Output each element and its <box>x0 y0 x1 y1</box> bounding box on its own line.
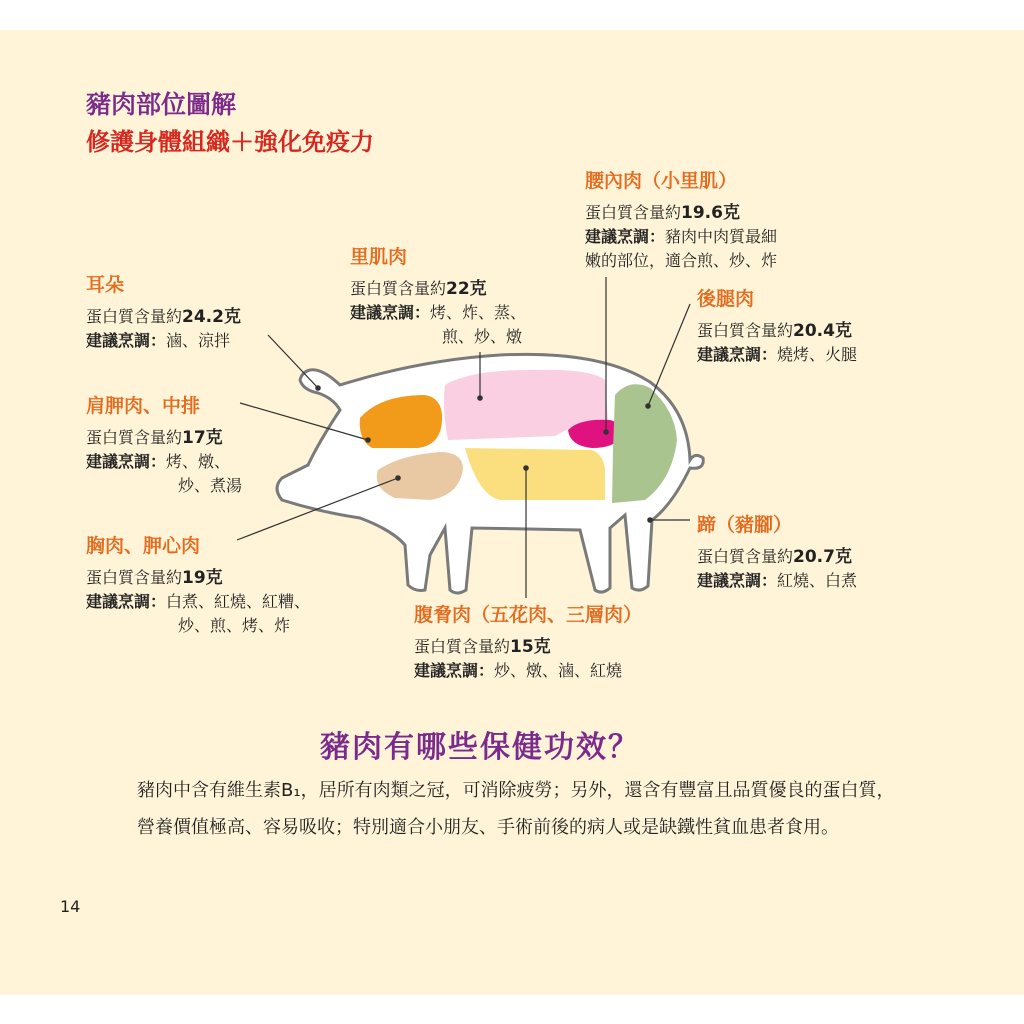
cook-methods: 燒烤、火腿 <box>777 345 858 364</box>
cook-methods: 炒、燉、滷、紅燒 <box>494 661 623 680</box>
protein-value: 24.2克 <box>182 307 241 327</box>
part-name: 腰內肉（小里肌） <box>585 170 738 192</box>
protein-value: 19.6克 <box>681 203 740 223</box>
protein-value: 20.7克 <box>793 547 852 567</box>
ear-leader <box>268 335 318 388</box>
cook-label: 建議烹調： <box>86 592 167 611</box>
part-trotter <box>697 510 857 593</box>
cook-label: 建議烹調： <box>697 571 778 590</box>
protein-label: 蛋白質含量約 <box>697 547 794 566</box>
protein-label: 蛋白質含量約 <box>585 203 682 222</box>
part-info <box>697 545 857 593</box>
part-info <box>697 319 857 367</box>
protein-label: 蛋白質含量約 <box>86 307 183 326</box>
cook-methods: 豬肉中肉質最細 <box>665 227 778 246</box>
page-subtitle: 修護身體組織＋強化免疫力 <box>86 128 374 156</box>
protein-value: 20.4克 <box>793 321 852 341</box>
cook-methods-cont: 嫩的部位，適合煎、炒、炸 <box>585 251 778 270</box>
cook-label: 建議烹調： <box>697 345 778 364</box>
part-name: 里肌肉 <box>350 246 408 268</box>
part-info <box>414 635 642 683</box>
protein-label: 蛋白質含量約 <box>414 637 511 656</box>
protein-label: 蛋白質含量約 <box>697 321 794 340</box>
part-name: 蹄（豬腳） <box>697 514 793 536</box>
part-belly <box>414 600 642 683</box>
cook-methods: 烤、炸、蒸、 <box>430 303 527 322</box>
body-paragraph: 豬肉中含有維生素B₁，居所有肉類之冠，可消除疲勞；另外，還含有豐富且品質優良的蛋白質，營養價值極高、容易吸收；特別適合小朋友、手術前後的病人或是缺鐵性貧血患者食用。 <box>137 780 895 838</box>
protein-value: 15克 <box>510 637 551 657</box>
protein-value: 19克 <box>182 568 223 588</box>
cook-label: 建議烹調： <box>350 303 431 322</box>
cook-methods-cont: 煎、炒、燉 <box>442 327 523 346</box>
part-fillet <box>585 166 777 273</box>
part-name: 肩胛肉、中排 <box>86 395 201 417</box>
part-info <box>86 426 242 498</box>
hindleg-leader <box>648 304 690 406</box>
part-tenderloin <box>350 242 526 349</box>
cook-methods-cont: 炒、煎、烤、炸 <box>178 616 291 635</box>
protein-label: 蛋白質含量約 <box>350 279 447 298</box>
part-info <box>585 201 777 273</box>
part-name: 後腿肉 <box>697 288 755 310</box>
part-info <box>350 277 526 349</box>
part-ear <box>86 270 241 353</box>
protein-value: 17克 <box>182 428 223 448</box>
part-name: 腹脅肉（五花肉、三層肉） <box>414 604 643 626</box>
cook-label: 建議烹調： <box>86 331 167 350</box>
protein-value: 22克 <box>446 279 487 299</box>
cook-label: 建議烹調： <box>414 661 495 680</box>
cook-methods: 白煮、紅燒、紅糟、 <box>166 592 311 611</box>
cook-methods-cont: 炒、煮湯 <box>178 476 243 495</box>
part-name: 耳朵 <box>86 274 125 296</box>
cook-methods: 紅燒、白煮 <box>777 571 858 590</box>
cook-label: 建議烹調： <box>585 227 666 246</box>
part-info <box>86 566 310 638</box>
section-heading: 豬肉有哪些保健功效？ <box>320 730 640 765</box>
cook-label: 建議烹調： <box>86 452 167 471</box>
page-number: 14 <box>60 897 81 916</box>
page-title: 豬肉部位圖解 <box>86 90 237 119</box>
cook-methods: 烤、燉、 <box>166 452 231 471</box>
part-breast <box>86 531 310 638</box>
part-shoulder <box>86 391 242 498</box>
part-hindleg <box>697 284 857 367</box>
part-info <box>86 305 241 353</box>
protein-label: 蛋白質含量約 <box>86 428 183 447</box>
cook-methods: 滷、涼拌 <box>166 331 231 350</box>
protein-label: 蛋白質含量約 <box>86 568 183 587</box>
part-name: 胸肉、胛心肉 <box>86 535 201 557</box>
